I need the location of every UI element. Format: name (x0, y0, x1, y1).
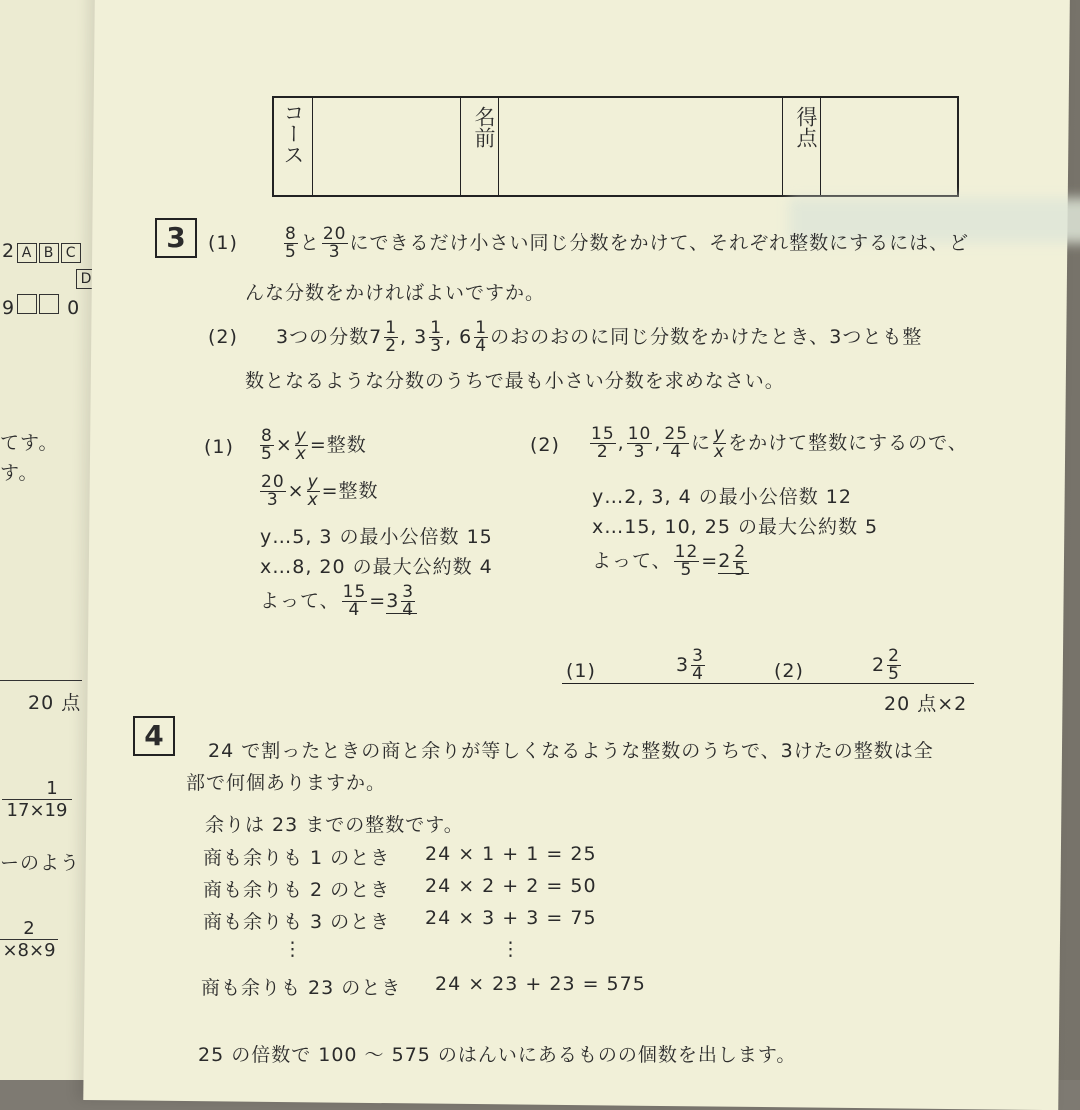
q3-p2-lead: 3つの分数 (276, 326, 370, 348)
vdots-label: ⋮ (283, 938, 303, 960)
frac-y-x (713, 426, 726, 461)
mixed-2-whole: 3 (414, 326, 428, 348)
left-fraction-1 (2, 778, 72, 821)
answer-line (562, 683, 974, 684)
s2-line-4 (592, 544, 749, 579)
left-fragment-desu-1: てす。 (0, 432, 59, 454)
name-label (464, 106, 494, 161)
question-4-number: 4 (133, 716, 175, 756)
answer-1-value (676, 648, 707, 683)
ni: に (691, 432, 712, 454)
fraction-8-5 (284, 226, 298, 261)
left-fragment-text: 2 (2, 240, 16, 262)
name-field[interactable] (498, 98, 783, 195)
frac-y-x (307, 474, 320, 509)
q3-p1-label: (1) (208, 232, 238, 254)
frac (663, 426, 689, 461)
frac-num: 2 (734, 542, 747, 562)
frac-den: 5 (734, 560, 747, 580)
equals: = (369, 590, 387, 612)
comma: , (400, 326, 408, 348)
frac-den: 5 (285, 242, 297, 262)
s1-answer-underlined (386, 582, 417, 620)
s1-line-4: x…8, 20 の最大公約数 4 (260, 556, 493, 578)
frac-num: 8 (261, 426, 273, 446)
frac-den: 3 (266, 490, 279, 510)
yotte: よって、 (592, 550, 672, 572)
frac-den: x (714, 442, 726, 462)
course-field[interactable] (312, 98, 461, 195)
q4-question-line-1: 24 で割ったときの商と余りが等しくなるような整数のうちで、3けたの整数は全 (208, 740, 934, 762)
s1-line-3: y…5, 3 の最小公倍数 15 (260, 526, 493, 548)
frac-den: 5 (680, 560, 693, 580)
s1-line-5 (260, 584, 417, 619)
q3-part-1-line-1 (208, 226, 969, 261)
frac-den: 3 (633, 442, 646, 462)
frac-num: 20 (261, 472, 285, 492)
comma: , (445, 326, 453, 348)
frac (342, 584, 368, 619)
course-label-text: コース (281, 102, 305, 165)
mixed-1-whole: 7 (369, 326, 383, 348)
q4-row-2-label: 商も余りも 2 のとき (203, 879, 391, 901)
score-label (786, 106, 816, 161)
left-fragment-noyou: ーのよう (0, 852, 81, 874)
left-box-row-3 (2, 294, 80, 319)
name-label-text: 名前 (472, 106, 496, 148)
q3-p2-text-2: 数となるような分数のうちで最も小さい分数を求めなさい。 (245, 370, 785, 392)
fraction-20-3 (322, 226, 348, 261)
s1-line-1 (258, 428, 367, 463)
whole: 2 (872, 654, 886, 676)
mixed-1-frac (384, 320, 398, 355)
box-c: C (61, 243, 81, 263)
comma: , (617, 432, 625, 454)
frac (260, 474, 286, 509)
s2-line-1 (588, 426, 968, 461)
frac-den: x (307, 490, 319, 510)
frac-num: y (295, 426, 307, 446)
vdots-expr: ⋮ (501, 938, 521, 960)
frac-den: 5 (261, 444, 273, 464)
s2-rest: をかけて整数にするので、 (728, 432, 968, 454)
mixed-3-frac (474, 320, 488, 355)
frac-den: 4 (692, 664, 704, 684)
frac (674, 544, 700, 579)
frac (887, 648, 901, 683)
frac (733, 544, 747, 579)
mixed-2-frac (429, 320, 443, 355)
q3-p1-text-2: んな分数をかければよいですか。 (245, 282, 546, 304)
q3-p2-label: (2) (208, 326, 238, 348)
times: × (287, 480, 305, 502)
s2-answer-underlined (718, 542, 749, 580)
whole: 3 (676, 654, 690, 676)
header-table (272, 96, 959, 197)
q4-row-1-expr: 24 × 1 + 1 = 25 (425, 843, 597, 865)
score-label-cell (782, 98, 821, 195)
left-fraction-2 (0, 918, 58, 961)
score-field[interactable] (820, 98, 957, 195)
left-fragment-text: 0 (67, 297, 81, 319)
frac-den: 4 (402, 600, 415, 620)
left-fraction-1-num: 1 (46, 778, 58, 799)
frac-num: 20 (322, 224, 347, 244)
box-a: A (17, 243, 37, 263)
frac (691, 648, 705, 683)
frac-num: 1 (430, 318, 443, 338)
frac (260, 428, 274, 463)
frac-num: 25 (664, 424, 689, 444)
frac (590, 426, 616, 461)
frac-num: 2 (888, 646, 900, 666)
q3-points: 20 点×2 (884, 693, 968, 715)
box-b: B (39, 243, 59, 263)
q4-last-label: 商も余りも 23 のとき (201, 977, 402, 999)
frac (401, 584, 415, 619)
q4-row-2-expr: 24 × 2 + 2 = 50 (425, 875, 597, 897)
name-label-cell (460, 98, 499, 195)
q4-last-expr: 24 × 23 + 23 = 575 (435, 973, 646, 995)
frac-den: 2 (385, 336, 398, 356)
q3-part-2-line-1 (208, 320, 922, 355)
frac-y-x (295, 428, 308, 463)
left-points: 20 点 (28, 692, 82, 714)
frac-den: 5 (888, 664, 900, 684)
frac-num: y (714, 424, 726, 444)
frac-den: 2 (596, 442, 609, 462)
frac-num: 3 (402, 582, 415, 602)
q4-conclusion: 25 の倍数で 100 ～ 575 のはんいにあるものの個数を出します。 (198, 1044, 797, 1066)
left-fraction-1-den: 17×19 (2, 799, 72, 821)
q4-row-1-label: 商も余りも 1 のとき (203, 847, 391, 869)
q3-p2-text-1: のおのおのに同じ分数をかけたとき、3つとも整 (490, 326, 923, 348)
question-3-number: 3 (155, 218, 197, 258)
left-box-row-1 (2, 240, 81, 263)
frac-den: 3 (328, 242, 341, 262)
frac-den: 4 (475, 336, 488, 356)
answer-1-label: (1) (566, 660, 596, 682)
left-fragment-desu-2: す。 (0, 462, 39, 484)
left-fraction-2-den: ×8×9 (0, 939, 58, 961)
equals-integer: =整数 (321, 480, 379, 502)
frac-num: 3 (692, 646, 704, 666)
comma: , (654, 432, 662, 454)
q4-line-1: 余りは 23 までの整数です。 (205, 814, 464, 836)
whole: 3 (386, 590, 400, 612)
q3-p1-to: と (299, 232, 320, 254)
frac-den: 4 (348, 600, 361, 620)
q4-row-3-label: 商も余りも 3 のとき (203, 911, 391, 933)
empty-box-1 (17, 294, 37, 314)
frac-num: 12 (674, 542, 699, 562)
course-label (278, 102, 308, 173)
frac-num: 8 (285, 224, 297, 244)
frac-num: 15 (342, 582, 367, 602)
answer-2-value (872, 648, 903, 683)
left-answer-line (0, 680, 82, 681)
answer-2-label: (2) (774, 660, 804, 682)
frac-num: 1 (385, 318, 398, 338)
s1-label: (1) (204, 436, 234, 458)
left-fraction-2-num: 2 (23, 918, 35, 939)
q3-p1-text-1: にできるだけ小さい同じ分数をかけて、それぞれ整数にするには、ど (349, 232, 970, 254)
empty-box-2 (39, 294, 59, 314)
whole: 2 (718, 550, 732, 572)
q4-row-3-expr: 24 × 3 + 3 = 75 (425, 907, 597, 929)
s2-line-2: y…2, 3, 4 の最小公倍数 12 (592, 486, 852, 508)
frac-num: 1 (475, 318, 488, 338)
s1-line-2 (258, 474, 379, 509)
s2-label: (2) (530, 434, 560, 456)
frac-num: 10 (627, 424, 652, 444)
s2-line-3: x…15, 10, 25 の最大公約数 5 (592, 516, 879, 538)
frac-den: 3 (430, 336, 443, 356)
yotte: よって、 (260, 590, 340, 612)
frac (627, 426, 653, 461)
frac-den: x (295, 444, 307, 464)
frac-den: 4 (670, 442, 683, 462)
box-d: D (76, 269, 96, 289)
frac-num: 15 (591, 424, 615, 444)
mixed-3-whole: 6 (459, 326, 473, 348)
equals: = (701, 550, 719, 572)
times: × (275, 434, 293, 456)
course-label-cell (274, 98, 313, 195)
left-fragment-text: 9 (2, 297, 16, 319)
equals-integer: =整数 (309, 434, 367, 456)
q4-question-line-2: 部で何個ありますか。 (186, 772, 387, 794)
frac-num: y (307, 472, 319, 492)
score-label-text: 得点 (794, 106, 818, 148)
